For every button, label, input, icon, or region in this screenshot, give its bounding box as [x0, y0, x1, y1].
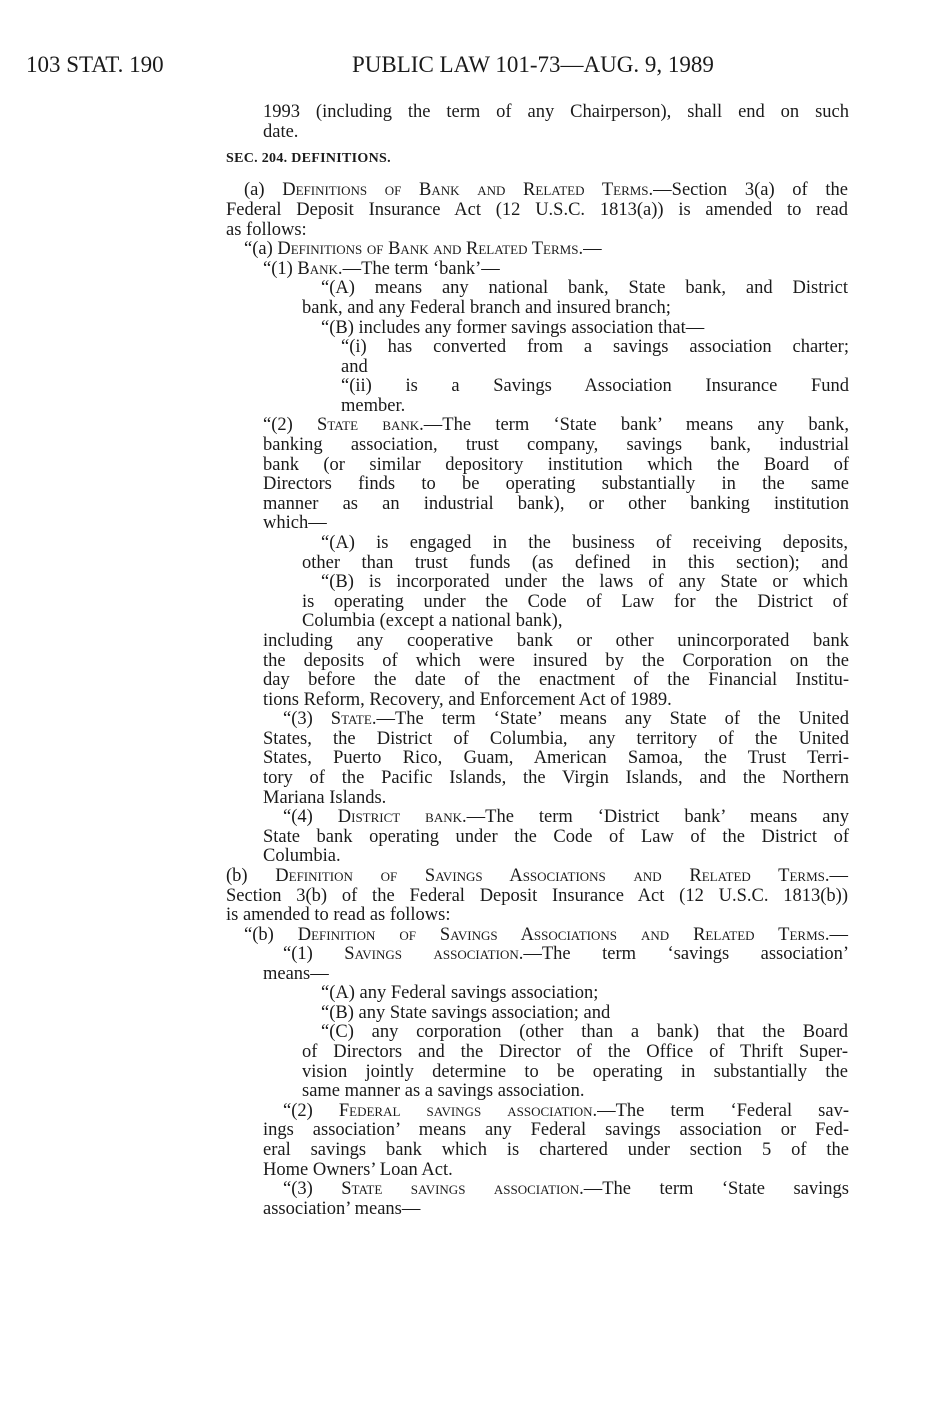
text-segment: “(i) has converted from a savings association charter;	[341, 337, 849, 357]
text-segment: “(a)	[244, 239, 278, 259]
text-segment: “(3)	[283, 709, 331, 729]
text-line	[302, 592, 848, 612]
text-segment: “(A) any Federal savings association;	[321, 983, 599, 1003]
text-line	[263, 435, 849, 455]
text-segment: tory of the Pacific Islands, the Virgin Islands, and the Northern	[263, 768, 849, 788]
text-line	[302, 1062, 848, 1082]
text-line	[341, 396, 405, 416]
text-segment: the deposits of which were insured by the Corporation on the	[263, 651, 849, 671]
text-segment: is amended to read as follows:	[226, 905, 451, 925]
text-segment: same manner as a savings association.	[302, 1081, 585, 1101]
text-line	[263, 1160, 453, 1180]
text-line	[302, 553, 848, 573]
text-line	[263, 102, 849, 122]
text-segment: “(B) any State savings association; and	[321, 1003, 611, 1023]
defined-term: State savings association.	[341, 1179, 584, 1199]
text-segment: —The term ‘State bank’ means any bank,	[423, 415, 849, 435]
text-line	[263, 788, 386, 808]
text-line	[321, 1022, 848, 1042]
text-line	[244, 180, 848, 200]
defined-term: State bank.	[317, 415, 424, 435]
text-line	[263, 513, 327, 533]
text-line	[244, 925, 848, 945]
defined-term: Definition of Savings Associations and Related Terms.	[297, 925, 830, 945]
text-segment: “(3)	[283, 1179, 342, 1199]
defined-term: Federal savings association.	[338, 1101, 598, 1121]
text-segment: “(ii) is a Savings Association Insurance Fund	[341, 376, 849, 396]
text-segment: banking association, trust company, savings bank, industrial	[263, 435, 849, 455]
text-segment: day before the date of the enactment of the Financial Institu-	[263, 670, 849, 690]
text-segment: Columbia.	[263, 846, 341, 866]
text-line	[263, 1140, 849, 1160]
text-segment: —The term ‘State savings	[583, 1179, 849, 1199]
text-line	[321, 318, 704, 338]
text-segment: date.	[263, 122, 299, 142]
text-segment: —The term ‘State’ means any State of the United	[376, 709, 849, 729]
text-segment: “(A) means any national bank, State bank, and District	[321, 278, 848, 298]
text-segment: “(1)	[263, 259, 298, 279]
text-segment: Columbia (except a national bank),	[302, 611, 563, 631]
text-segment: (a)	[244, 180, 283, 200]
text-line	[263, 1199, 420, 1219]
text-segment: “(b)	[244, 925, 298, 945]
text-line	[226, 905, 451, 925]
text-segment: —The term ‘savings association’	[523, 944, 849, 964]
text-segment: of Directors and the Director of the Office of Thrift Super-	[302, 1042, 848, 1062]
text-line	[302, 1042, 848, 1062]
defined-term: Definitions of Bank and Related Terms.	[282, 180, 654, 200]
text-line	[341, 376, 849, 396]
text-line	[226, 866, 848, 886]
text-segment: “(C) any corporation (other than a bank) that the Board	[321, 1022, 848, 1042]
text-line	[263, 631, 849, 651]
text-segment: tions Reform, Recovery, and Enforcement Act of 1989.	[263, 690, 672, 710]
text-segment: “(B) includes any former savings association that—	[321, 318, 705, 338]
text-line	[263, 494, 849, 514]
text-line	[341, 357, 368, 377]
text-line	[263, 768, 849, 788]
text-segment: Home Owners’ Loan Act.	[263, 1160, 453, 1180]
text-segment: State bank operating under the Code of Law of the District of	[263, 827, 849, 847]
text-segment: “(4)	[283, 807, 338, 827]
text-segment: 1993 (including the term of any Chairperson), shall end on such	[263, 102, 849, 122]
text-line	[263, 670, 849, 690]
text-line	[283, 944, 849, 964]
text-line	[302, 298, 671, 318]
text-segment: bank, and any Federal branch and insured branch;	[302, 298, 671, 318]
text-segment: bank (or similar depository institution which the Board of	[263, 455, 849, 475]
text-segment: and	[341, 357, 368, 377]
text-line	[263, 474, 849, 494]
text-line	[283, 807, 849, 827]
text-line	[263, 455, 849, 475]
text-line	[263, 846, 341, 866]
text-segment: which—	[263, 513, 327, 533]
text-segment: Directors finds to be operating substantially in the same	[263, 474, 849, 494]
text-segment: other than trust funds (as defined in this section); and	[302, 553, 848, 573]
text-segment: —	[829, 866, 848, 886]
text-segment: States, the District of Columbia, any territory of the United	[263, 729, 849, 749]
text-segment: manner as an industrial bank), or other banking institution	[263, 494, 849, 514]
text-segment: as follows:	[226, 220, 307, 240]
text-segment: association’ means—	[263, 1199, 421, 1219]
text-line	[263, 415, 849, 435]
text-segment: (b)	[226, 866, 276, 886]
text-segment: Section 3(b) of the Federal Deposit Insurance Act (12 U.S.C. 1813(b))	[226, 886, 848, 906]
text-line	[263, 729, 849, 749]
text-line	[226, 220, 307, 240]
text-line	[263, 748, 849, 768]
text-line	[263, 651, 849, 671]
text-segment: —The term ‘bank’—	[342, 259, 500, 279]
text-segment: including any cooperative bank or other unincorporated bank	[263, 631, 849, 651]
text-line	[302, 611, 562, 631]
public-law-title: PUBLIC LAW 101-73—AUG. 9, 1989	[352, 52, 714, 77]
text-segment: States, Puerto Rico, Guam, American Samoa, the Trust Terri-	[263, 748, 849, 768]
text-line	[321, 1003, 610, 1023]
text-line	[263, 122, 298, 142]
text-line	[226, 200, 848, 220]
defined-term: District bank.	[337, 807, 467, 827]
text-line	[283, 1179, 849, 1199]
defined-term: Bank.	[297, 259, 343, 279]
text-segment: Mariana Islands.	[263, 788, 387, 808]
defined-term: Savings association.	[344, 944, 524, 964]
page-header	[26, 52, 860, 82]
text-segment: is operating under the Code of Law for the District of	[302, 592, 848, 612]
text-line	[283, 1101, 849, 1121]
text-line	[283, 709, 849, 729]
text-segment: “(A) is engaged in the business of receiving deposits,	[321, 533, 848, 553]
text-segment: member.	[341, 396, 406, 416]
text-line	[263, 1120, 849, 1140]
text-line	[321, 983, 598, 1003]
text-segment: SEC. 204. DEFINITIONS.	[226, 151, 391, 166]
text-line	[263, 827, 849, 847]
text-line	[263, 964, 329, 984]
text-line	[263, 690, 672, 710]
text-segment: —The term ‘Federal sav-	[597, 1101, 849, 1121]
text-line	[321, 278, 848, 298]
text-segment: vision jointly determine to be operating in substantially the	[302, 1062, 848, 1082]
text-segment: —Section 3(a) of the	[653, 180, 848, 200]
text-line	[244, 239, 602, 259]
text-line	[226, 886, 848, 906]
text-segment: “(2)	[263, 415, 318, 435]
text-segment: means—	[263, 964, 329, 984]
text-segment: Federal Deposit Insurance Act (12 U.S.C. 1813(a)) is amended to read	[226, 200, 848, 220]
text-line	[341, 337, 849, 357]
text-segment: —	[829, 925, 848, 945]
text-line	[263, 259, 500, 279]
text-segment: —The term ‘District bank’ means any	[466, 807, 849, 827]
text-line	[302, 1081, 585, 1101]
text-segment: ings association’ means any Federal savings association or Fed-	[263, 1120, 849, 1140]
text-segment: “(B) is incorporated under the laws of any State or which	[321, 572, 848, 592]
text-segment: —	[583, 239, 602, 259]
statute-page-number: 103 STAT. 190	[26, 52, 164, 77]
text-segment: eral savings bank which is chartered under section 5 of the	[263, 1140, 849, 1160]
text-segment: “(1)	[283, 944, 345, 964]
section-heading	[226, 149, 391, 169]
defined-term: Definitions of Bank and Related Terms.	[277, 239, 584, 259]
text-line	[321, 533, 848, 553]
text-segment: “(2)	[283, 1101, 339, 1121]
defined-term: Definition of Savings Associations and Related Terms.	[275, 866, 830, 886]
defined-term: State.	[330, 709, 377, 729]
text-line	[321, 572, 848, 592]
